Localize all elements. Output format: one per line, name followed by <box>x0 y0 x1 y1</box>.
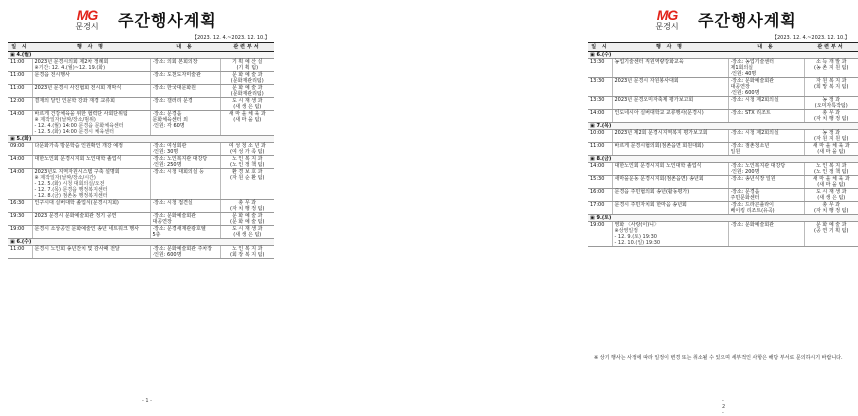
event-name-line: 문경읍 전시행사 <box>34 72 70 78</box>
event-venue-cell <box>728 189 804 202</box>
event-department-line: (노 인 정 책 팀) <box>814 169 849 175</box>
event-venue-cell <box>728 176 804 189</box>
event-venue-line: ·장소: 한국대문화원 <box>152 85 197 91</box>
page-number: - 1 - <box>142 398 152 404</box>
event-time: 14:00 <box>8 169 32 200</box>
event-name-line: ※ 제작일자(날짜/장소/시간) <box>34 175 96 181</box>
event-venue-cell <box>150 72 220 85</box>
event-name-cell <box>32 213 150 226</box>
event-name-cell <box>612 163 728 176</box>
event-name-line: 인도네시아 실버대학교 교류행사(문경시) <box>614 110 704 116</box>
schedule-notice: ※ 상기 행사는 사정에 따라 일정이 변경 또는 취소될 수 있으며 세부적인 사항은 해당 부서로 문의하시기 바랍니다. <box>594 355 843 361</box>
event-name-cell <box>32 59 150 72</box>
event-venue-line: ·장소: 여성회관 <box>152 143 187 149</box>
event-row <box>588 222 858 247</box>
event-venue-line: ·장소: 도천도자미술관 <box>152 72 201 78</box>
event-name-line: 문경읍 주민협의회 송년(활동평가) <box>614 189 690 195</box>
event-name-line: - 12. 10.(일) 19:30 <box>614 240 661 246</box>
event-department-line: 도 시 재 생 과 <box>815 189 847 195</box>
event-name-line: - 12. 5.(화) 14:00 문경시 체육센터 <box>34 129 114 135</box>
event-name-line: 다문화가족 방문학습 인원확인 개강 예정 <box>34 143 123 149</box>
event-venue-cell <box>150 143 220 156</box>
event-name-line: 인구시대 실버대학 졸업식(문경시지회) <box>34 200 119 206</box>
event-department-line: 총 무 과 <box>822 110 841 116</box>
day-label: ▣ 7.(목) <box>588 123 858 130</box>
event-department-line: (공 연 기 획 팀) <box>814 228 849 234</box>
event-department-line: 문 화 예 술 과 <box>231 213 263 219</box>
event-department-line: 노 인 복 지 과 <box>231 246 263 252</box>
event-name-cell <box>612 78 728 97</box>
event-row <box>8 143 274 156</box>
event-time: 11:00 <box>8 85 32 98</box>
event-time: 15:30 <box>588 176 612 189</box>
event-department-line: (새 생 은 팀) <box>817 195 846 201</box>
event-time: 09:00 <box>8 143 32 156</box>
event-department-line: 기 획 예 산 실 <box>231 59 263 65</box>
event-department-line: 문 화 예 술 과 <box>231 72 263 78</box>
event-venue-line: ·인원: 250명 <box>152 162 182 168</box>
event-time: 13:30 <box>588 97 612 110</box>
event-name-line: 영화 〈사랑(이)니〉 <box>614 222 659 228</box>
event-name-line: - 12. 8.(금) 점촌동 행정복지센터 <box>34 193 108 199</box>
event-name-line: 2023년 문경시 사진협회 전시회 개막식 <box>34 85 122 91</box>
event-name-line: ※상영일정 <box>614 228 639 234</box>
event-department-cell <box>220 156 274 169</box>
event-name-cell <box>32 246 150 259</box>
event-time: 19:00 <box>8 226 32 239</box>
event-department-line: 문 화 예 술 과 <box>815 222 847 228</box>
event-department-line: 소 득 개 발 과 <box>815 59 847 65</box>
event-name-line: - 12. 9.(토) 19:30 <box>614 234 657 240</box>
event-department-cell <box>220 59 274 72</box>
event-time: 19:00 <box>588 222 612 247</box>
event-name-cell <box>32 200 150 213</box>
event-name-cell <box>612 143 728 156</box>
document-title: 주간행사계획 <box>118 11 217 30</box>
event-department-line: 새 마 을 체 육 과 <box>812 176 850 182</box>
event-venue-line: 주민문화센터 <box>730 195 760 201</box>
event-time: 14:00 <box>588 163 612 176</box>
event-department-line: (여 성 가 족 팀) <box>230 149 265 155</box>
event-department-line: 문 화 예 술 과 <box>231 85 263 91</box>
event-venue-line: 일원 <box>730 149 741 155</box>
event-venue-line: ·장소: 갤러리 문경 <box>152 98 193 104</box>
event-venue-cell <box>728 202 804 215</box>
event-department-cell <box>220 72 274 85</box>
event-department-line: (새 생 은 팀) <box>233 232 262 238</box>
event-department-cell <box>220 213 274 226</box>
event-venue-line: ·장소: STX 리조트 <box>730 110 771 116</box>
event-name-cell <box>612 130 728 143</box>
event-name-cell <box>612 59 728 78</box>
event-department-cell <box>804 163 858 176</box>
event-department-line: 노 인 복 지 과 <box>231 156 263 162</box>
event-row <box>588 189 858 202</box>
event-time: 13:30 <box>588 59 612 78</box>
header-dept: 관련부서 <box>804 43 858 52</box>
event-department-line: (자 치 행 정 팀) <box>814 116 849 122</box>
event-name-line: 결재의 달인 인문학 강좌 재경 교류회 <box>34 98 115 104</box>
event-venue-line: ·인원: 600명 <box>730 90 760 96</box>
day-header-row <box>588 123 858 130</box>
header-time: 일 시 <box>8 43 32 52</box>
event-time: 19:30 <box>8 213 32 226</box>
event-row <box>8 169 274 200</box>
event-venue-cell <box>728 97 804 110</box>
day-label: ▣ 8.(금) <box>588 156 858 163</box>
event-department-cell <box>220 169 274 200</box>
event-name-line: 대한노인회 문경시지회 노인대학 졸업식 <box>34 156 122 162</box>
event-department-line: (희 망 복 지 팀) <box>814 84 849 90</box>
event-department-cell <box>220 226 274 239</box>
event-row <box>588 78 858 97</box>
table-header-row <box>588 43 858 52</box>
day-label: ▣ 9.(토) <box>588 215 858 222</box>
event-venue-cell <box>150 111 220 136</box>
event-venue-cell <box>150 85 220 98</box>
header-dept: 관련부서 <box>220 43 274 52</box>
event-department-cell <box>220 200 274 213</box>
event-venue-line: 베이킹 리조트(유곡) <box>730 208 775 214</box>
event-department-line: 총 무 과 <box>238 200 257 206</box>
event-name-cell <box>32 226 150 239</box>
event-venue-cell <box>728 143 804 156</box>
document-title: 주간행사계획 <box>698 11 797 30</box>
logo-mark: MG <box>76 7 98 23</box>
event-venue-cell <box>150 213 220 226</box>
city-logo <box>60 8 114 32</box>
event-name-line: 새마을운동 문경시지회(점촌읍면) 송년회 <box>614 176 704 182</box>
event-row <box>8 226 274 239</box>
event-row <box>588 143 858 156</box>
event-venue-line: ·장소: 문화예술회관 <box>152 213 197 219</box>
day-header-row <box>588 156 858 163</box>
event-venue-line: ·인원: 30명 <box>152 149 179 155</box>
event-venue-line: ·장소: 시청 접견실 <box>152 200 193 206</box>
event-name-line: 농업기술센터 직원역량강화교육 <box>614 59 684 65</box>
event-name-line: 2023년 문경오미자축제 평가보고회 <box>614 97 694 103</box>
event-department-line: 새 마 을 체 육 과 <box>228 111 266 117</box>
event-row <box>588 163 858 176</box>
event-venue-cell <box>150 156 220 169</box>
event-department-line: (새 마 을 팀) <box>817 149 846 155</box>
event-venue-line: ·장소: 농업기술센터 <box>730 59 775 65</box>
day-label: ▣ 5.(화) <box>8 136 274 143</box>
event-venue-line: ·인원: 200명 <box>730 169 760 175</box>
event-venue-cell <box>728 78 804 97</box>
event-row <box>8 98 274 111</box>
event-venue-line: ·장소: 문화예술회관 주차장 <box>152 246 213 252</box>
event-venue-cell <box>150 226 220 239</box>
event-row <box>8 213 274 226</box>
event-venue-line: 제1회의실 <box>730 65 754 71</box>
event-venue-line: ·장소: 문화예술회관 <box>730 222 775 228</box>
event-name-cell <box>612 110 728 123</box>
day-header-row <box>8 52 274 59</box>
event-name-line: 문경시 주민자치회 한마음 송년회 <box>614 202 687 208</box>
day-header-row <box>588 215 858 222</box>
page-1 <box>0 0 290 410</box>
event-venue-cell <box>150 246 220 259</box>
event-row <box>8 85 274 98</box>
event-name-line: ※ 제작일자(날짜/장소/범위) <box>34 117 96 123</box>
event-time: 11:00 <box>8 59 32 72</box>
event-row <box>8 72 274 85</box>
event-name-line: - 12. 4.(월) 14:00 문경읍 문화체육센터 <box>34 123 124 129</box>
event-name-line: 바르게 문경시협의회(점촌읍면 회원대회) <box>614 143 704 149</box>
header-event: 행 사 명 <box>612 43 728 52</box>
day-label: ▣ 4.(월) <box>8 52 274 59</box>
header-venue: 내 용 <box>150 43 220 52</box>
event-venue-line: ·장소: 송년식장 일원 <box>730 176 776 182</box>
event-venue-line: ·장소: 문화예술회관 <box>730 78 775 84</box>
event-venue-cell <box>728 130 804 143</box>
event-department-line: 농 정 과 <box>822 97 841 103</box>
event-department-line: (새 마 을 팀) <box>233 117 262 123</box>
event-venue-cell <box>150 169 220 200</box>
event-time: 16:00 <box>588 189 612 202</box>
event-department-cell <box>220 98 274 111</box>
event-row <box>588 59 858 78</box>
event-venue-cell <box>728 163 804 176</box>
event-row <box>8 200 274 213</box>
event-department-line: (문화재관리팀) <box>230 91 264 97</box>
day-label: ▣ 6.(수) <box>8 239 274 246</box>
schedule-table-page-2 <box>588 42 858 247</box>
event-department-line: 여 성 청 소 년 과 <box>228 143 266 149</box>
event-department-cell <box>220 85 274 98</box>
event-department-cell <box>220 111 274 136</box>
schedule-body-page-2 <box>588 52 858 247</box>
event-time: 11:00 <box>588 143 612 156</box>
event-department-cell <box>220 246 274 259</box>
event-venue-line: ·장소: 점촌청소년 <box>730 143 770 149</box>
event-department-line: (자 치 행 정 팀) <box>230 206 265 212</box>
event-name-cell <box>612 222 728 247</box>
page-2 <box>290 0 850 416</box>
event-venue-line: ·인원: 각 60명 <box>152 123 185 129</box>
event-venue-cell <box>728 222 804 247</box>
event-venue-cell <box>150 200 220 213</box>
event-venue-line: 대공연장 <box>152 219 172 225</box>
header-time: 일 시 <box>588 43 612 52</box>
event-department-line: 자 원 복 지 과 <box>815 78 847 84</box>
event-row <box>8 246 274 259</box>
event-name-cell <box>32 98 150 111</box>
event-venue-line: ·장소: 시청 대회의실 등 <box>152 169 205 175</box>
event-venue-line: ·장소: 노인복지관 대강당 <box>730 163 786 169</box>
event-row <box>8 156 274 169</box>
event-name-line: 2023년 문경시의회 제2차 정례회 <box>34 59 109 65</box>
event-venue-line: ·장소: 시청 제2회의실 <box>730 130 779 136</box>
event-venue-line: ·장소: 문경새재관광호텔 <box>152 226 206 232</box>
event-department-line: 노 인 복 지 과 <box>815 163 847 169</box>
event-venue-line: ·장소: 의회 본회의장 <box>152 59 198 65</box>
event-row <box>588 176 858 189</box>
day-header-row <box>588 52 858 59</box>
event-department-line: (문화재관리팀) <box>230 78 264 84</box>
event-venue-line: ·인원: 600명 <box>152 252 182 258</box>
event-name-line: ※기간: 12. 4.(월)~12. 19.(화) <box>34 65 106 71</box>
header-event: 행 사 명 <box>32 43 150 52</box>
event-name-line: - 12. 5.(화) 시청 대회의실/오전 <box>34 181 105 187</box>
event-name-cell <box>32 169 150 200</box>
event-venue-line: ·장소: 문경읍 <box>730 189 760 195</box>
event-department-line: 도 시 재 생 과 <box>231 98 263 104</box>
schedule-period: 【2023. 12. 4.~2023. 12. 10.】 <box>192 35 270 41</box>
event-venue-cell <box>150 98 220 111</box>
event-name-cell <box>32 72 150 85</box>
event-row <box>8 111 274 136</box>
event-department-cell <box>804 97 858 110</box>
logo-city-name: 문경시 <box>75 22 99 31</box>
event-department-cell <box>804 78 858 97</box>
event-row <box>588 110 858 123</box>
day-header-row <box>8 239 274 246</box>
event-venue-line: ·인원: 40명 <box>730 71 757 77</box>
logo-mark: MG <box>656 7 678 23</box>
event-name-cell <box>612 176 728 189</box>
event-name-line: 2023년도 지역자원시스템 구축 설명회 <box>34 169 120 175</box>
event-venue-line: ·장소: 드라곤플라이 <box>730 202 775 208</box>
event-department-cell <box>220 143 274 156</box>
event-name-line: 2023 문경시 문화예술회관 정기 공연 <box>34 213 117 219</box>
event-time: 11:00 <box>8 246 32 259</box>
event-venue-cell <box>728 110 804 123</box>
event-department-line: (새 생 은 팀) <box>233 104 262 110</box>
event-time: 11:00 <box>8 72 32 85</box>
event-venue-line: ·장소: 문경읍 <box>152 111 182 117</box>
event-name-line: 바르게 건강체육을 위한 협력단 사회단위팀 <box>34 111 128 117</box>
event-time: 13:30 <box>588 78 612 97</box>
event-department-line: (기 획 팀) <box>236 65 259 71</box>
page-number: - 2 - <box>722 398 726 416</box>
event-department-cell <box>804 110 858 123</box>
event-venue-cell <box>150 59 220 72</box>
event-name-cell <box>32 156 150 169</box>
event-row <box>588 97 858 110</box>
event-venue-line: ·장소: 시청 제2회의실 <box>730 97 779 103</box>
event-time: 10:00 <box>588 130 612 143</box>
header-venue: 내 용 <box>728 43 804 52</box>
table-header-row <box>8 43 274 52</box>
event-name-cell <box>32 143 150 156</box>
schedule-period: 【2023. 12. 4.~2023. 12. 10.】 <box>772 35 850 41</box>
event-time: 14:00 <box>8 156 32 169</box>
day-label: ▣ 6.(수) <box>588 52 858 59</box>
city-logo <box>640 8 694 32</box>
event-time: 14:00 <box>588 110 612 123</box>
event-department-line: (자 원 지 원 팀) <box>814 136 849 142</box>
event-department-cell <box>804 189 858 202</box>
event-name-cell <box>32 111 150 136</box>
event-time: 14:00 <box>8 111 32 136</box>
event-department-line: (노 인 정 책 팀) <box>230 162 265 168</box>
event-name-line: 문경시 소상공인 문화예술인 송년 네트워크 행사 <box>34 226 140 232</box>
event-name-cell <box>612 97 728 110</box>
event-name-line: - 12. 7.(목) 문경읍 행정복지센터 <box>34 187 108 193</box>
event-time: 12:00 <box>8 98 32 111</box>
schedule-table-page-1 <box>8 42 274 259</box>
event-venue-line: 대공연장 <box>730 84 750 90</box>
event-row <box>588 130 858 143</box>
event-name-cell <box>612 189 728 202</box>
event-department-line: (오미자특작팀) <box>814 103 848 109</box>
event-time: 16:30 <box>8 200 32 213</box>
event-department-line: (문 화 예 술 팀) <box>230 219 265 225</box>
event-name-line: 2023년 문경시 자원봉사대회 <box>614 78 679 84</box>
schedule-body-page-1 <box>8 52 274 259</box>
event-row <box>8 59 274 72</box>
event-department-line: 도 시 재 생 과 <box>231 226 263 232</box>
event-department-line: 새 마 을 체 육 과 <box>812 143 850 149</box>
event-department-line: 환 경 보 호 과 <box>231 169 263 175</box>
event-department-line: 총 무 과 <box>822 202 841 208</box>
event-department-cell <box>804 130 858 143</box>
event-name-line: 2023년 제2회 문경시지역복지 평가보고회 <box>614 130 708 136</box>
event-name-cell <box>32 85 150 98</box>
event-venue-line: 문화체육센터 외 <box>152 117 188 123</box>
event-department-line: (새 마 을 팀) <box>817 182 846 188</box>
event-venue-line: ·장소: 노인복지관 대강당 <box>152 156 208 162</box>
day-header-row <box>8 136 274 143</box>
event-department-line: (자 치 행 정 팀) <box>814 208 849 214</box>
event-time: 17:00 <box>588 202 612 215</box>
event-name-cell <box>612 202 728 215</box>
event-venue-line: 5층 <box>152 232 161 238</box>
event-department-cell <box>804 202 858 215</box>
event-department-line: (회 장 복 지 팀) <box>230 252 265 258</box>
event-department-cell <box>804 59 858 78</box>
event-department-line: (자 원 순 환 팀) <box>230 175 265 181</box>
event-department-line: 농 정 과 <box>822 130 841 136</box>
event-name-line: 대한노인회 문경시지회 노인대학 졸업식 <box>614 163 702 169</box>
event-department-cell <box>804 143 858 156</box>
event-department-cell <box>804 176 858 189</box>
event-row <box>588 202 858 215</box>
event-department-line: (농 촌 지 원 팀) <box>814 65 849 71</box>
event-department-cell <box>804 222 858 247</box>
event-venue-cell <box>728 59 804 78</box>
event-name-line: 문경시 노인회 송년잔치 및 감사패 전달 <box>34 246 120 252</box>
logo-city-name: 문경시 <box>655 22 679 31</box>
